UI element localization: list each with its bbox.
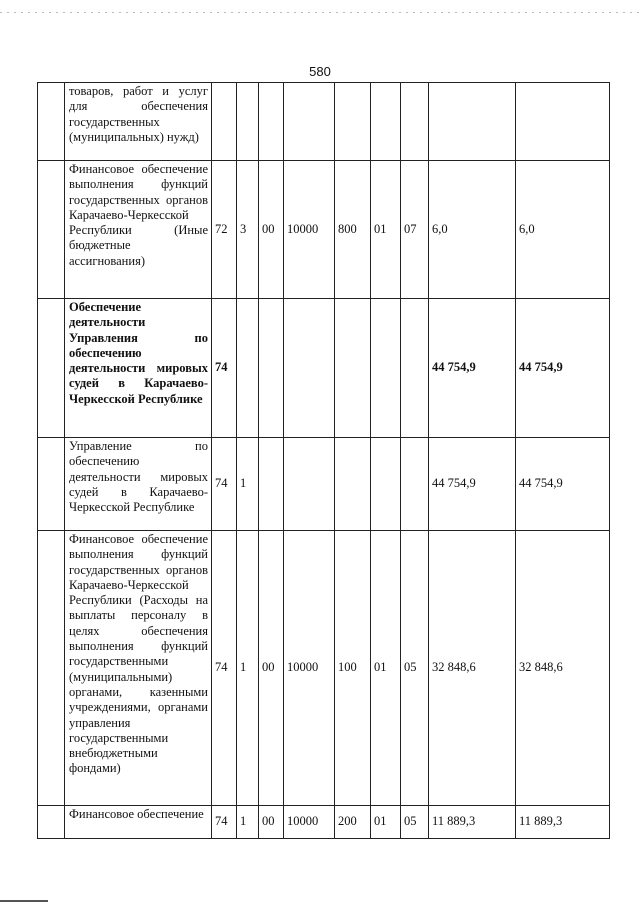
cell-code-gp <box>237 83 259 161</box>
row-description: Управление по обеспечению деятельности мировых судей в Карачаево-Черкесской Республике <box>65 438 212 531</box>
cell-code-pr: 74 <box>212 806 237 839</box>
table-row <box>38 438 610 531</box>
cell-code-dir <box>284 83 335 161</box>
cell-code-pr2: 05 <box>401 531 429 806</box>
cell-code-pr2 <box>401 299 429 438</box>
row-index-cell <box>38 161 65 299</box>
cell-amount-1: 11 889,3 <box>429 806 516 839</box>
row-description: Обеспечение деятельности Управления по обеспечению деятельности мировых судей в Карачаево-Черкесской Республике <box>65 299 212 438</box>
table-row <box>38 161 610 299</box>
cell-code-pr: 74 <box>212 438 237 531</box>
row-description: Финансовое обеспечение <box>65 806 212 839</box>
cell-code-gp: 1 <box>237 531 259 806</box>
cell-code-dir: 10000 <box>284 806 335 839</box>
cell-code-pgp <box>259 438 284 531</box>
cell-amount-2: 11 889,3 <box>516 806 610 839</box>
row-index-cell <box>38 438 65 531</box>
cell-code-rz <box>371 299 401 438</box>
row-description: Финансовое обеспечение выполнения функций государственных органов Карачаево-Черкесской Республики (Расходы на выплаты персоналу в целях обеспечения выполнения функций государственными (муниципальными) органами, казенными учреждениями, органами управления государственными внебюджетными фондами) <box>65 531 212 806</box>
cell-code-pgp: 00 <box>259 806 284 839</box>
row-description: Финансовое обеспечение выполнения функций государственных органов Карачаево-Черкесской Республики (Иные бюджетные ассигнования) <box>65 161 212 299</box>
cell-code-vr <box>335 83 371 161</box>
cell-code-gp: 1 <box>237 806 259 839</box>
cell-amount-1 <box>429 83 516 161</box>
cell-code-pr: 74 <box>212 299 237 438</box>
cell-code-vr <box>335 299 371 438</box>
cell-code-gp: 1 <box>237 438 259 531</box>
cell-amount-2 <box>516 83 610 161</box>
page-number: 580 <box>309 64 331 79</box>
table-row <box>38 531 610 806</box>
cell-code-rz <box>371 438 401 531</box>
cell-code-pr2 <box>401 438 429 531</box>
cell-code-rz: 01 <box>371 806 401 839</box>
cell-code-dir: 10000 <box>284 531 335 806</box>
row-index-cell <box>38 531 65 806</box>
cell-amount-2: 44 754,9 <box>516 299 610 438</box>
cell-code-pgp <box>259 299 284 438</box>
cell-code-pr2: 07 <box>401 161 429 299</box>
cell-code-dir <box>284 438 335 531</box>
row-description: товаров, работ и услуг для обеспечения государственных (муниципальных) нужд) <box>65 83 212 161</box>
cell-code-pgp: 00 <box>259 531 284 806</box>
cell-amount-1: 6,0 <box>429 161 516 299</box>
cell-code-pr <box>212 83 237 161</box>
cell-code-pr2: 05 <box>401 806 429 839</box>
row-index-cell <box>38 299 65 438</box>
cell-code-vr: 200 <box>335 806 371 839</box>
budget-table-body <box>38 83 610 839</box>
cell-code-gp: 3 <box>237 161 259 299</box>
cell-amount-2: 44 754,9 <box>516 438 610 531</box>
cell-code-pgp: 00 <box>259 161 284 299</box>
table-row <box>38 83 610 161</box>
budget-table <box>37 82 610 839</box>
cell-amount-2: 32 848,6 <box>516 531 610 806</box>
cell-code-vr: 800 <box>335 161 371 299</box>
scan-artifact-top <box>0 12 640 13</box>
cell-code-pr2 <box>401 83 429 161</box>
footer-line <box>0 900 48 902</box>
cell-code-vr: 100 <box>335 531 371 806</box>
row-index-cell <box>38 83 65 161</box>
cell-amount-2: 6,0 <box>516 161 610 299</box>
cell-code-pr: 74 <box>212 531 237 806</box>
cell-code-rz <box>371 83 401 161</box>
cell-amount-1: 32 848,6 <box>429 531 516 806</box>
cell-amount-1: 44 754,9 <box>429 299 516 438</box>
table-row <box>38 806 610 839</box>
cell-code-dir <box>284 299 335 438</box>
row-index-cell <box>38 806 65 839</box>
cell-code-rz: 01 <box>371 161 401 299</box>
table-row <box>38 299 610 438</box>
cell-code-pgp <box>259 83 284 161</box>
cell-code-vr <box>335 438 371 531</box>
cell-code-pr: 72 <box>212 161 237 299</box>
cell-amount-1: 44 754,9 <box>429 438 516 531</box>
cell-code-dir: 10000 <box>284 161 335 299</box>
cell-code-rz: 01 <box>371 531 401 806</box>
cell-code-gp <box>237 299 259 438</box>
